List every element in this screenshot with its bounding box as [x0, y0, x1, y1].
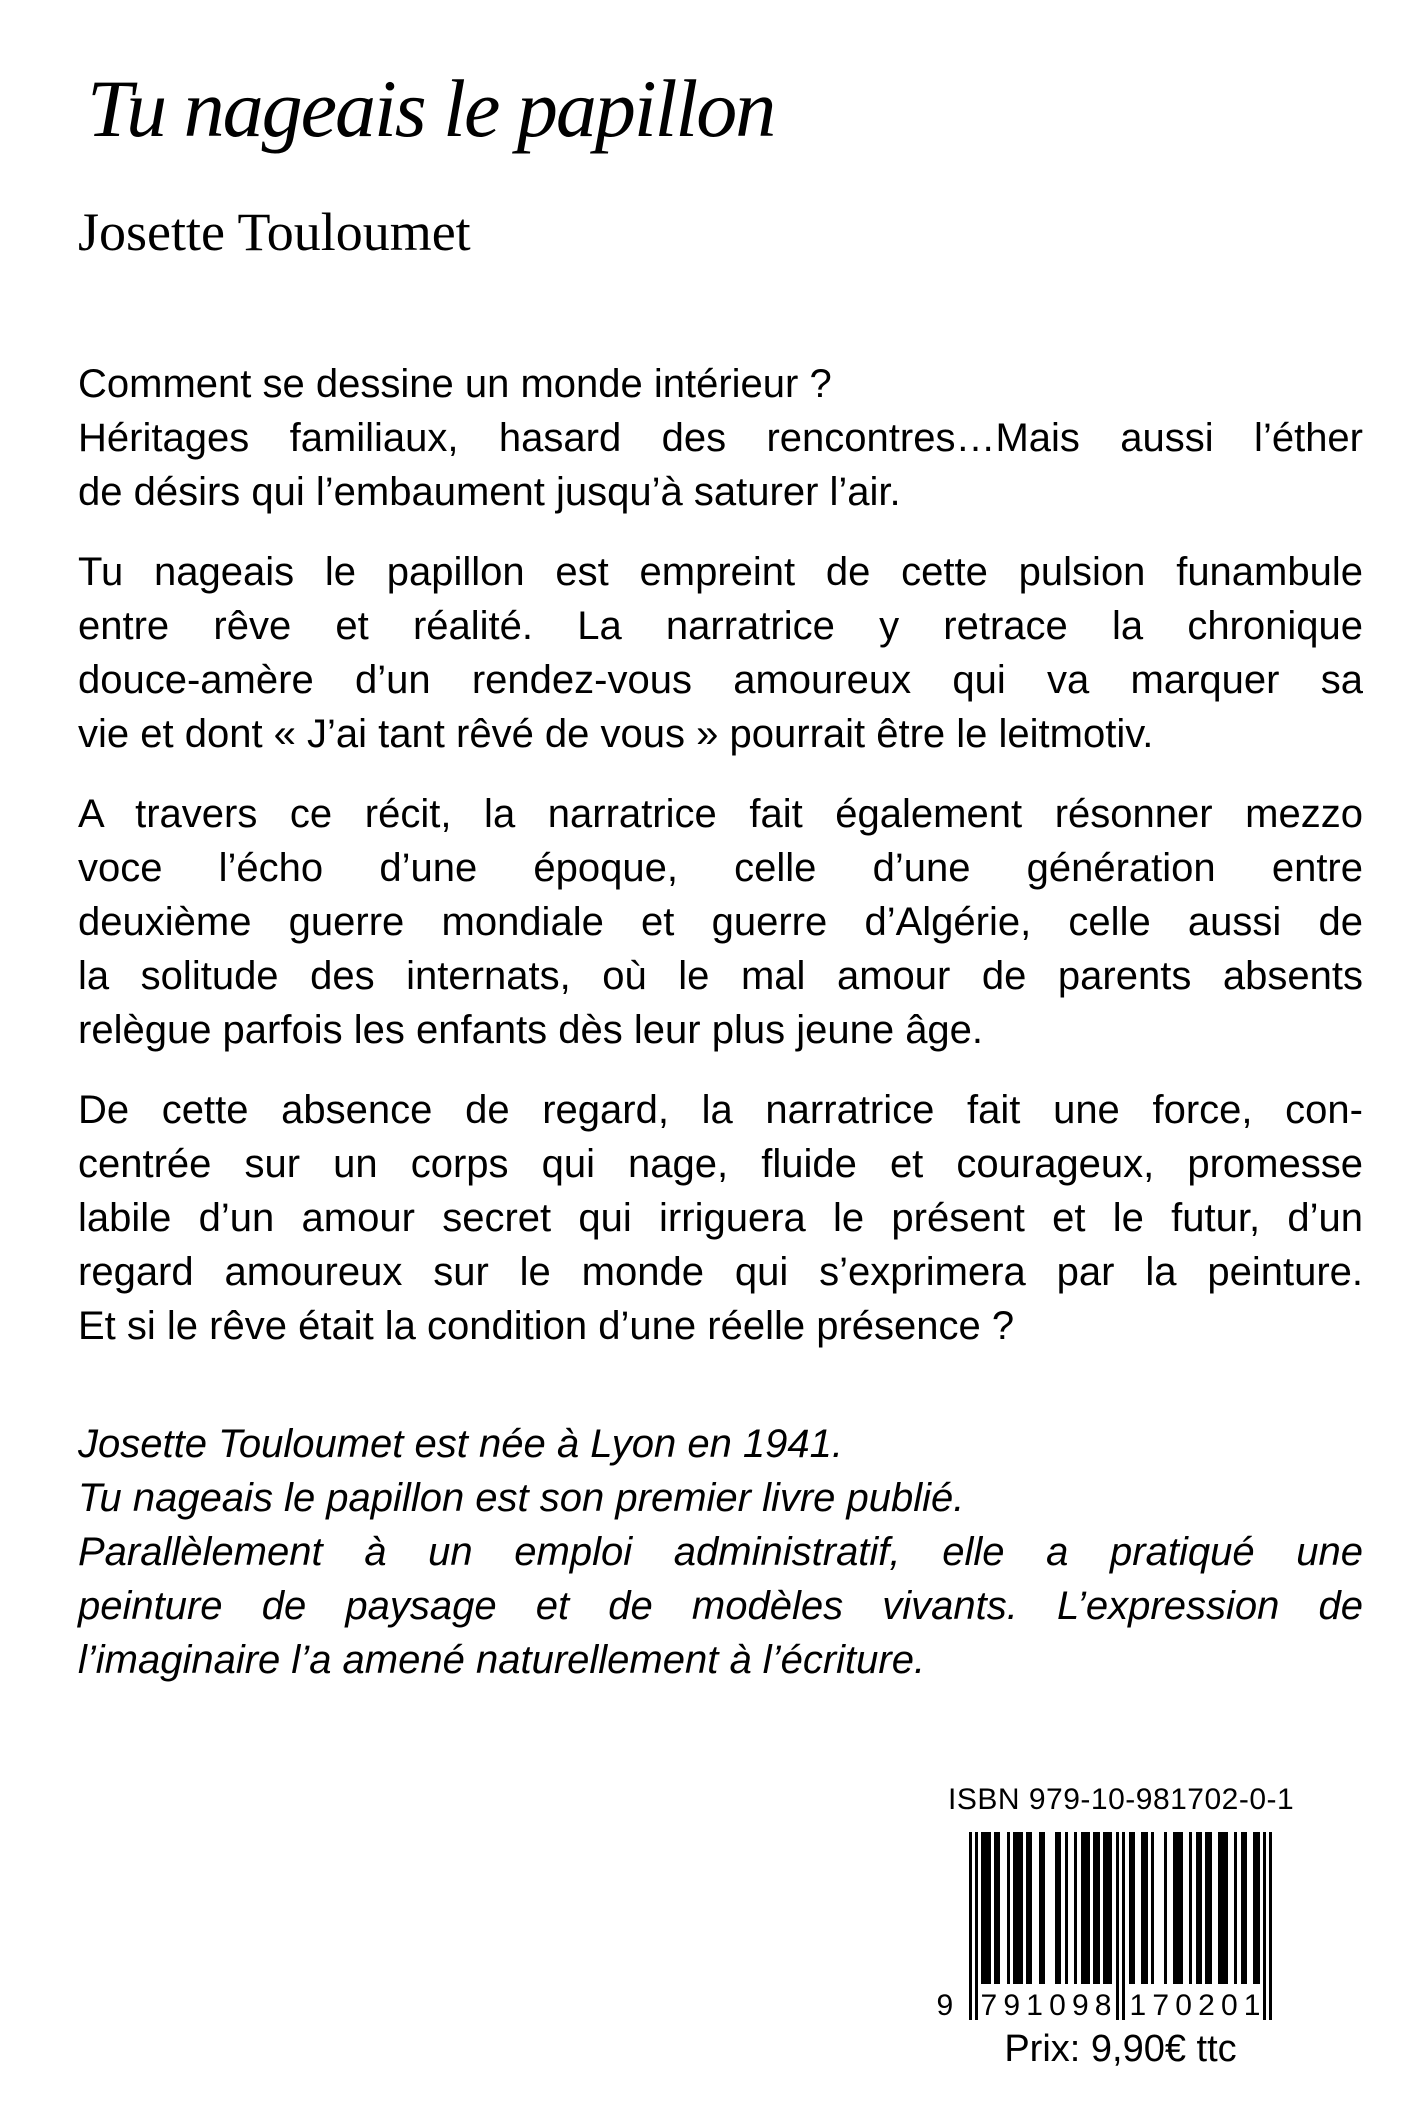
barcode-bar — [1116, 1832, 1119, 2020]
text-line: relègue parfois les enfants dès leur plus jeune âge. — [78, 1008, 984, 1052]
text-block — [78, 1083, 1363, 1353]
text-block — [78, 411, 1363, 519]
barcode-bar — [994, 1832, 1000, 1984]
text-line: la solitude des internats, où le mal amour de parents absents — [78, 954, 1363, 998]
text-line: A travers ce récit, la narratrice fait également résonner mezzo — [78, 792, 1363, 836]
text-block — [78, 357, 1363, 411]
barcode-digit: 9 — [1003, 1989, 1021, 2022]
ean13-barcode — [936, 1832, 1273, 2022]
barcode-digit: 9 — [1071, 1989, 1089, 2022]
isbn-label: ISBN 979-10-981702-0-1 — [948, 1783, 1295, 1816]
barcode-bar — [1039, 1832, 1045, 1984]
text-block — [78, 1525, 1363, 1687]
barcode-bar — [1065, 1832, 1068, 1984]
text-line: de désirs qui l’embaument jusqu’à saturer l’air. — [78, 470, 901, 514]
barcode-bar — [1173, 1832, 1183, 1984]
barcode-bar — [1164, 1832, 1167, 1984]
barcode-bar — [1013, 1832, 1023, 1984]
barcode-bar — [969, 1832, 972, 2020]
text-line: voce l’écho d’une époque, celle d’une génération entre — [78, 846, 1363, 890]
text-block — [78, 1471, 1363, 1525]
text-line: vie et dont « J’ai tant rêvé de vous » pourrait être le leitmotiv. — [78, 712, 1154, 756]
barcode-digit: 0 — [1049, 1989, 1066, 2022]
text-line: Comment se dessine un monde intérieur ? — [78, 362, 832, 406]
barcode-digit: 7 — [980, 1989, 998, 2022]
author-name: Josette Touloumet — [78, 202, 471, 262]
barcode-bar — [975, 1832, 978, 2020]
barcode-bar — [1151, 1832, 1154, 1984]
text-block — [78, 787, 1363, 1057]
barcode-bar — [1074, 1832, 1077, 1984]
barcode-bar — [1093, 1832, 1099, 1984]
text-line: regard amoureux sur le monde qui s’exprimera par la peinture. — [78, 1250, 1363, 1294]
author-bio-text — [78, 1417, 1363, 1687]
text-line: Tu nageais le papillon est son premier livre publié. — [78, 1476, 965, 1520]
barcode-bar — [1196, 1832, 1202, 1984]
barcode-bar — [1205, 1832, 1211, 1984]
barcode-digit: 1 — [1026, 1989, 1043, 2022]
barcode-bar — [1103, 1832, 1113, 1984]
text-line: l’imaginaire l’a amené naturellement à l’écriture. — [78, 1638, 926, 1682]
barcode-digit: 1 — [1243, 1989, 1261, 2022]
book-title: Tu nageais le papillon — [87, 63, 775, 154]
barcode-bar — [1218, 1832, 1228, 1984]
text-block — [78, 545, 1363, 761]
barcode-bar — [1007, 1832, 1010, 1984]
barcode-block — [936, 1782, 1295, 2072]
barcode-bar — [1141, 1832, 1147, 1984]
barcode-bar — [1269, 1832, 1272, 2020]
barcode-bar — [981, 1832, 991, 1984]
price-label: Prix: 9,90€ ttc — [1004, 2028, 1237, 2070]
barcode-bar — [1263, 1832, 1266, 2020]
text-line: deuxième guerre mondiale et guerre d’Algérie, celle aussi de — [78, 900, 1363, 944]
barcode-digit: 0 — [1220, 1989, 1238, 2022]
barcode-digit: 8 — [1094, 1989, 1112, 2022]
text-line: centrée sur un corps qui nage, fluide et courageux, promesse — [78, 1142, 1363, 1186]
text-line: peinture de paysage et de modèles vivants. L’expression de — [78, 1584, 1363, 1628]
synopsis-text — [78, 357, 1363, 1353]
text-line: Josette Touloumet est née à Lyon en 1941. — [78, 1422, 844, 1466]
barcode-bar — [1234, 1832, 1237, 1984]
barcode-bar — [1055, 1832, 1061, 1984]
barcode-bar — [1253, 1832, 1259, 1984]
barcode-bar — [1026, 1832, 1032, 1984]
barcode-digit: 0 — [1175, 1989, 1192, 2022]
text-block — [78, 1417, 1363, 1471]
barcode-bar — [1129, 1832, 1135, 1984]
barcode-bar — [1122, 1832, 1125, 2020]
barcode-bar — [1189, 1832, 1192, 1984]
text-line: Tu nageais le papillon est empreint de cette pulsion funambule — [78, 550, 1363, 594]
text-line: Parallèlement à un emploi administratif, elle a pratiqué une — [78, 1530, 1363, 1574]
text-line: Héritages familiaux, hasard des rencontres…Mais aussi l’éther — [78, 416, 1363, 460]
text-line: entre rêve et réalité. La narratrice y retrace la chronique — [78, 604, 1363, 648]
barcode-digit-outer: 9 — [936, 1989, 954, 2022]
barcode-digit: 1 — [1129, 1989, 1147, 2022]
barcode-bar — [1241, 1832, 1247, 1984]
text-line: Et si le rêve était la condition d’une réelle présence ? — [78, 1304, 1015, 1348]
barcode-bar — [1081, 1832, 1091, 1984]
barcode-digits-right — [1130, 1990, 1261, 2022]
text-line: labile d’un amour secret qui irriguera le présent et le futur, d’un — [78, 1196, 1363, 1240]
barcode-digits-left — [981, 1990, 1112, 2022]
text-line: De cette absence de regard, la narratrice fait une force, con- — [78, 1088, 1363, 1132]
text-line: douce-amère d’un rendez-vous amoureux qui va marquer sa — [78, 658, 1363, 702]
barcode-digit: 2 — [1198, 1989, 1215, 2022]
barcode-digit: 7 — [1152, 1989, 1170, 2022]
